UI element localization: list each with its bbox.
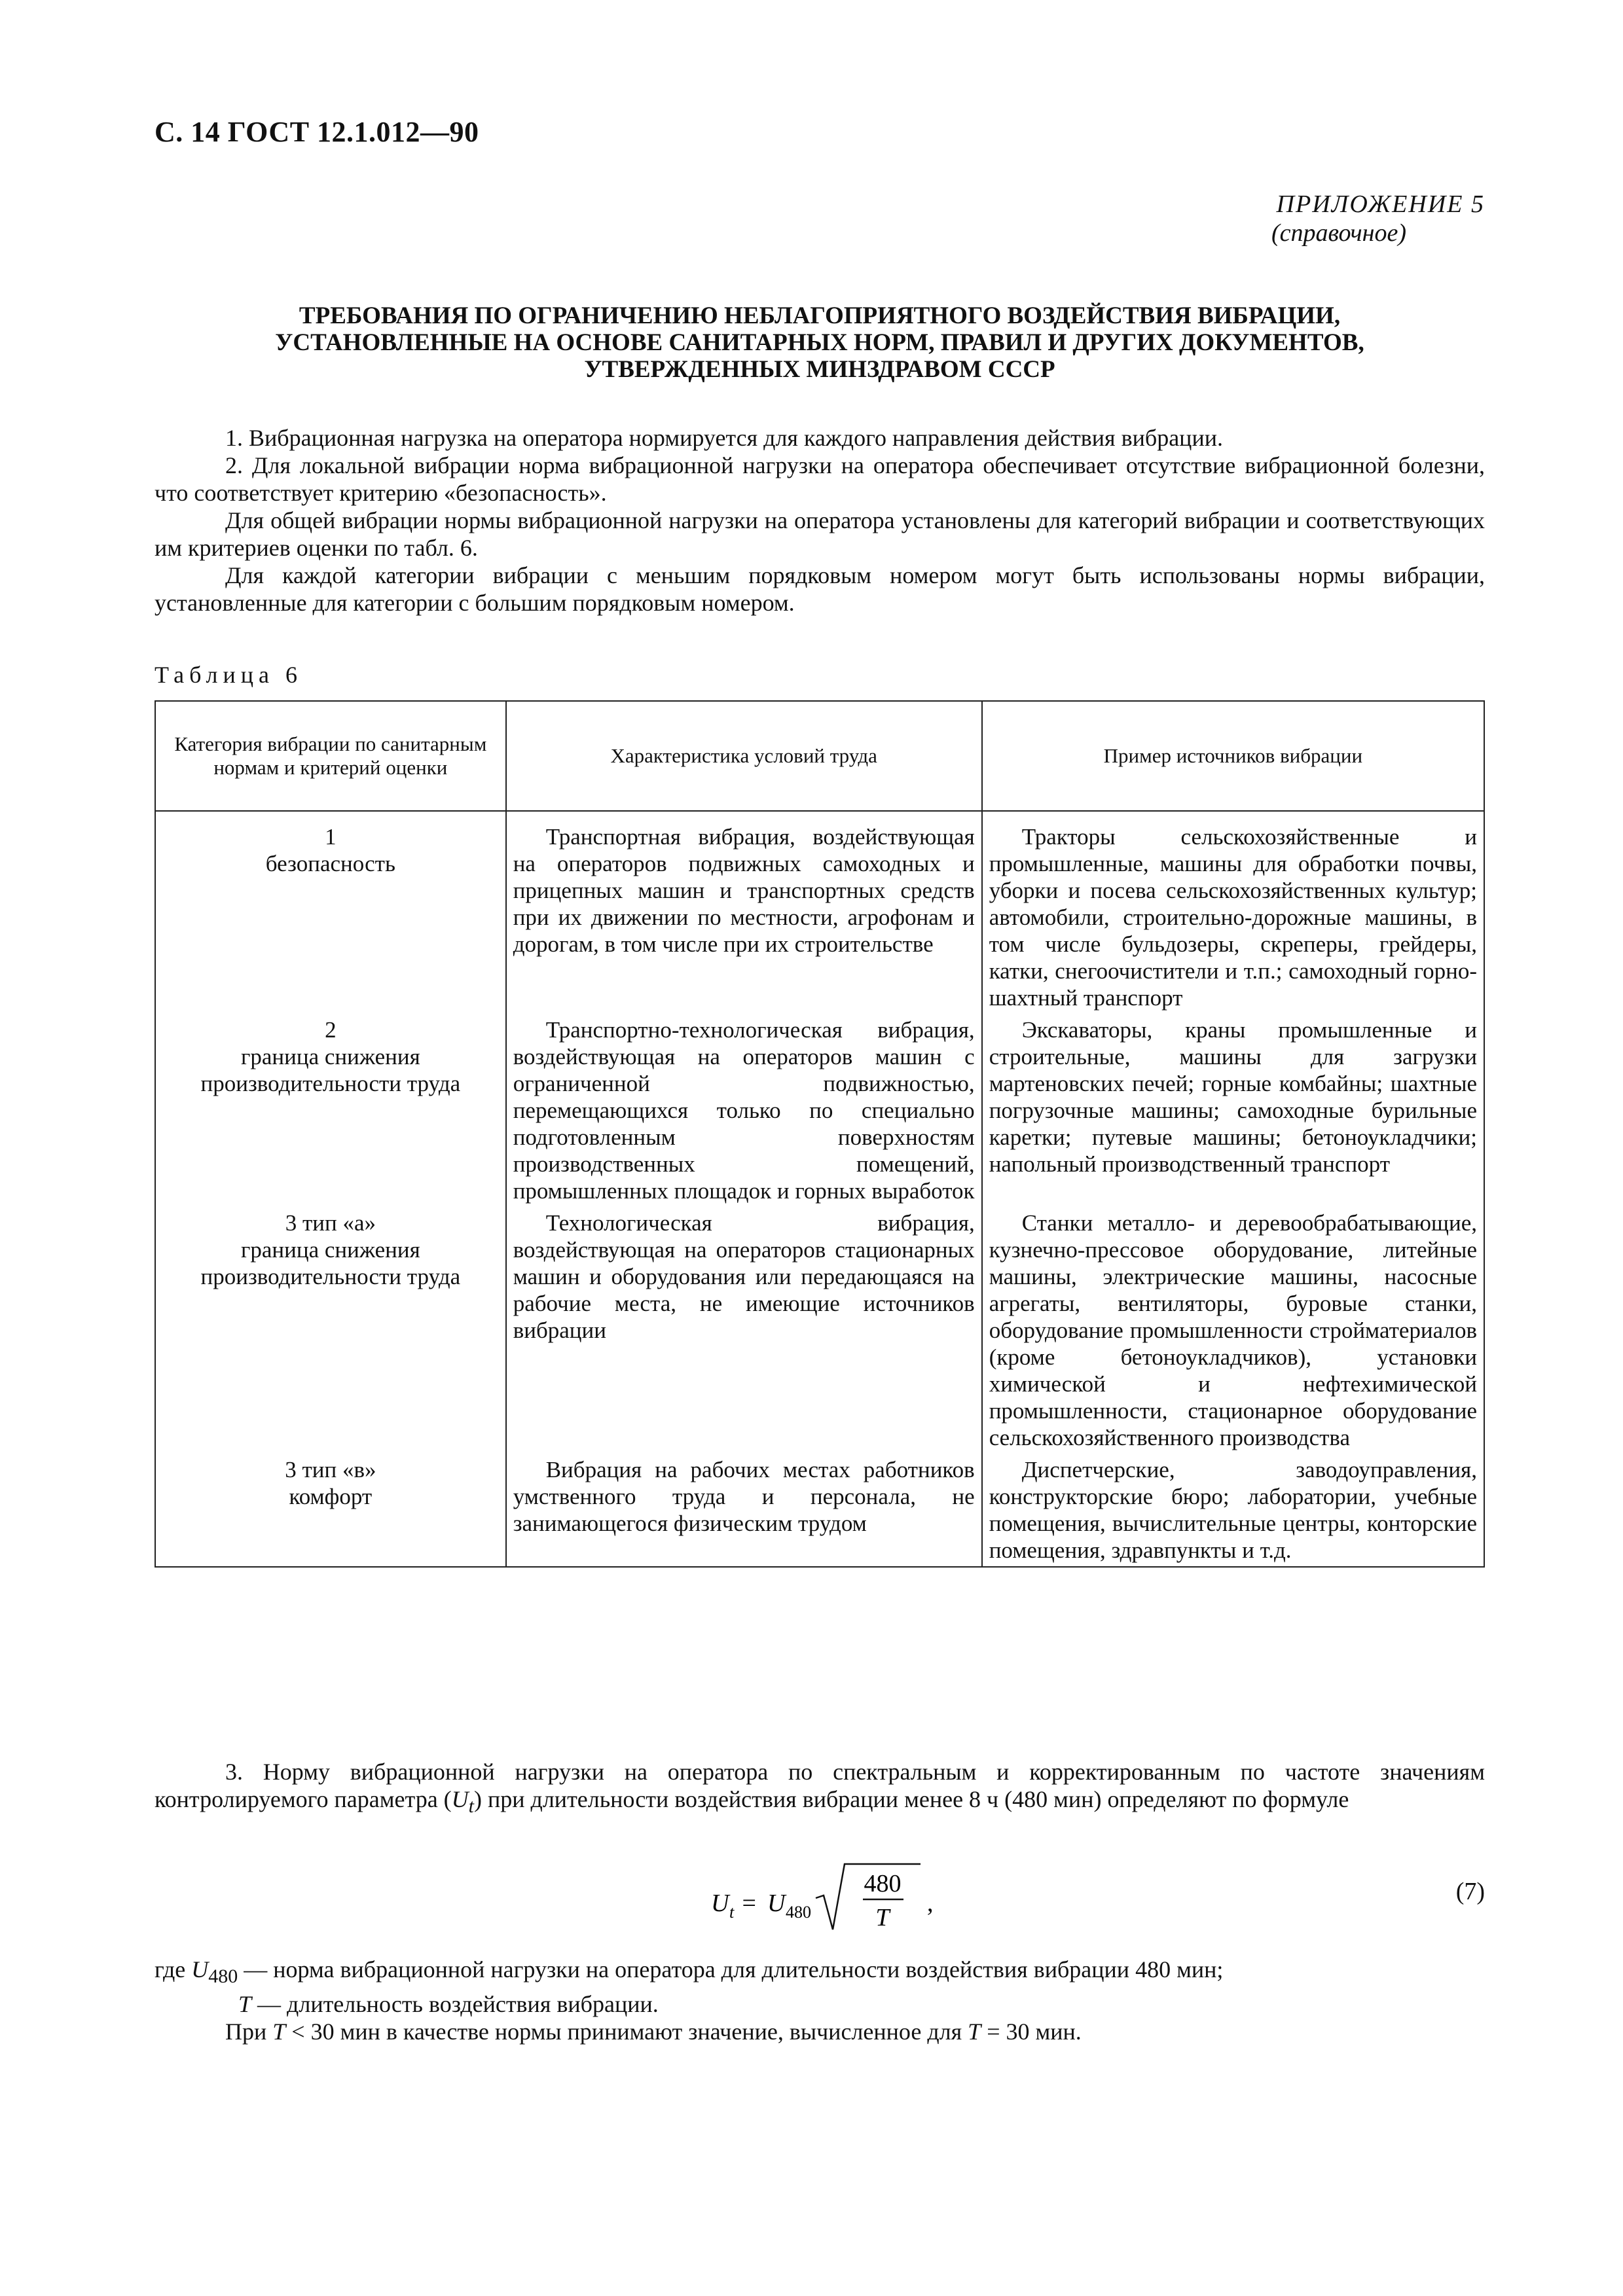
legend-subscript: 480 <box>208 1965 238 1988</box>
table-row <box>155 1014 1484 1207</box>
category-number: 2 <box>325 1017 337 1043</box>
formula-numerator: 480 <box>864 1870 902 1897</box>
conditions-cell: Транспортная вибрация, воздействующая на операторов подвижных самоходных и прицепных машин и транспортных средств при их движении по местности, агрофонам и дорогам, в том числе при их строительстве <box>506 811 982 1014</box>
minimum-time-note <box>155 2018 1485 2045</box>
formula-legend <box>155 1956 1485 2045</box>
formula-7 <box>711 1859 973 1937</box>
formula-denominator: T <box>875 1904 890 1931</box>
table-row <box>155 811 1484 1014</box>
examples-cell: Экскаваторы, краны промышленные и строительные, машины для загрузки мартеновских печей; горные комбайны; шахтные погрузочные машины; самоходные бурильные каретки; путевые машины; бетоноукладчики; напольный производственный транспорт <box>982 1014 1484 1207</box>
category-number: 3 тип «в» <box>285 1457 376 1482</box>
table-header-row <box>155 701 1484 811</box>
legend-definition: — длительность воздействия вибрации. <box>251 1991 659 2018</box>
table-row <box>155 1454 1484 1567</box>
examples-cell: Тракторы сельскохозяйственные и промышленные, машины для обработки почвы, уборки и посева сельскохозяйственных культур; автомобили, строительно-дорожные машины, в том числе бульдозеры, скреперы, грейдеры, катки, снегоочистители и т.п.; самоходный горно-шахтный транспорт <box>982 811 1484 1014</box>
category-cell <box>155 811 506 1014</box>
title-line: ТРЕБОВАНИЯ ПО ОГРАНИЧЕНИЮ НЕБЛАГОПРИЯТНОГО ВОЗДЕЙСТВИЯ ВИБРАЦИИ, <box>299 302 1341 329</box>
document-title <box>155 302 1485 383</box>
examples-cell: Станки металло- и деревообрабатывающие, кузнечно-прессовое оборудование, литейные машины, электрические машины, насосные агрегаты, вентиляторы, буровые станки, оборудование промышленности стройматериалов (кроме бетоноукладчиков), установки химической и нефтехимической промышленности, стационарное оборудование сельскохозяйственного производства <box>982 1207 1484 1454</box>
category-criterion: граница снижения производительности труда <box>200 1237 461 1289</box>
note-symbol: T <box>272 2018 286 2045</box>
examples-cell: Диспетчерские, заводоуправления, конструкторские бюро; лаборатории, учебные помещения, вычислительные центры, конторские помещения, здравпункты и т.д. <box>982 1454 1484 1567</box>
table-caption: Таблица 6 <box>155 662 302 688</box>
legend-symbol: U <box>191 1956 209 1982</box>
note-text: При <box>225 2018 273 2045</box>
formula-graphic <box>711 1859 973 1937</box>
header-conditions: Характеристика условий труда <box>506 701 982 811</box>
paragraph-2: 2. Для локальной вибрации норма вибрационной нагрузки на оператора обеспечивает отсутствие вибрационной болезни, что соответствует критерию «безопасность». <box>155 452 1485 506</box>
intro-paragraphs <box>155 424 1485 617</box>
appendix-number: ПРИЛОЖЕНИЕ 5 <box>1276 190 1485 218</box>
conditions-cell: Технологическая вибрация, воздействующая на операторов стационарных машин и оборудования или передающаяся на рабочие места, не имеющие источников вибрации <box>506 1207 982 1454</box>
paragraph-3 <box>155 1758 1485 1820</box>
note-text: = 30 мин. <box>981 2018 1082 2045</box>
paragraph-3-text <box>155 1758 1485 1820</box>
para3-text-end: ) при длительности воздействия вибрации менее 8 ч (480 мин) определяют по формуле <box>474 1786 1349 1812</box>
legend-prefix: где <box>155 1956 192 1982</box>
paragraph-2c: Для каждой категории вибрации с меньшим порядковым номером могут быть использованы нормы вибрации, установленные для категории с большим порядковым номером. <box>155 562 1485 616</box>
appendix-type: (справочное) <box>1271 219 1406 247</box>
category-criterion: безопасность <box>265 851 395 876</box>
category-cell <box>155 1454 506 1567</box>
category-number: 1 <box>325 824 337 850</box>
param-symbol: U <box>451 1786 469 1812</box>
formula-comma: , <box>927 1890 934 1917</box>
formula-lhs: U <box>711 1890 729 1917</box>
category-criterion: комфорт <box>289 1484 373 1509</box>
paragraph-2b: Для общей вибрации нормы вибрационной нагрузки на оператора установлены для категорий вибрации и соответствующих им критериев оценки по табл. 6. <box>155 507 1485 561</box>
param-subscript: t <box>468 1795 474 1818</box>
formula-eq: = <box>736 1890 763 1917</box>
formula-rhs-sub: 480 <box>786 1903 811 1922</box>
title-line: УТВЕРЖДЕННЫХ МИНЗДРАВОМ СССР <box>584 356 1055 383</box>
para3-text-start: 3. Норму вибрационной нагрузки на оператора по спектральным и корректированным по частоте значениям контролируемого параметра ( <box>155 1759 1485 1812</box>
table-row <box>155 1207 1484 1454</box>
note-text: < 30 мин в качестве нормы принимают значение, вычисленное для <box>285 2018 968 2045</box>
title-line: УСТАНОВЛЕННЫЕ НА ОСНОВЕ САНИТАРНЫХ НОРМ, ПРАВИЛ И ДРУГИХ ДОКУМЕНТОВ, <box>275 329 1364 356</box>
legend-definition: — норма вибрационной нагрузки на оператора для длительности воздействия вибрации 480 мин; <box>238 1956 1224 1982</box>
appendix-label <box>1271 190 1485 247</box>
paragraph-1: 1. Вибрационная нагрузка на оператора нормируется для каждого направления действия вибрации. <box>225 425 1223 451</box>
page-header: С. 14 ГОСТ 12.1.012—90 <box>155 116 479 148</box>
formula-rhs: U <box>767 1890 786 1917</box>
legend-symbol: T <box>238 1991 252 2018</box>
category-cell <box>155 1014 506 1207</box>
category-number: 3 тип «а» <box>285 1210 376 1236</box>
category-cell <box>155 1207 506 1454</box>
header-examples: Пример источников вибрации <box>982 701 1484 811</box>
conditions-cell: Вибрация на рабочих местах работников умственного труда и персонала, не занимающегося физическим трудом <box>506 1454 982 1567</box>
legend-row-1 <box>155 1956 1485 1990</box>
vibration-category-table <box>155 700 1485 1568</box>
note-symbol: T <box>968 2018 981 2045</box>
header-category: Категория вибрации по санитарным нормам и критерий оценки <box>155 701 506 811</box>
conditions-cell: Транспортно-технологическая вибрация, воздействующая на операторов машин с ограниченной подвижностью, перемещающихся только по специально подготовленным поверхностям производственных помещений, промышленных площадок и горных выработок <box>506 1014 982 1207</box>
category-criterion: граница снижения производительности труда <box>200 1044 461 1096</box>
formula-number: (7) <box>1455 1878 1485 1905</box>
legend-row-2 <box>155 1990 1485 2018</box>
formula-lhs-sub: t <box>729 1903 735 1922</box>
